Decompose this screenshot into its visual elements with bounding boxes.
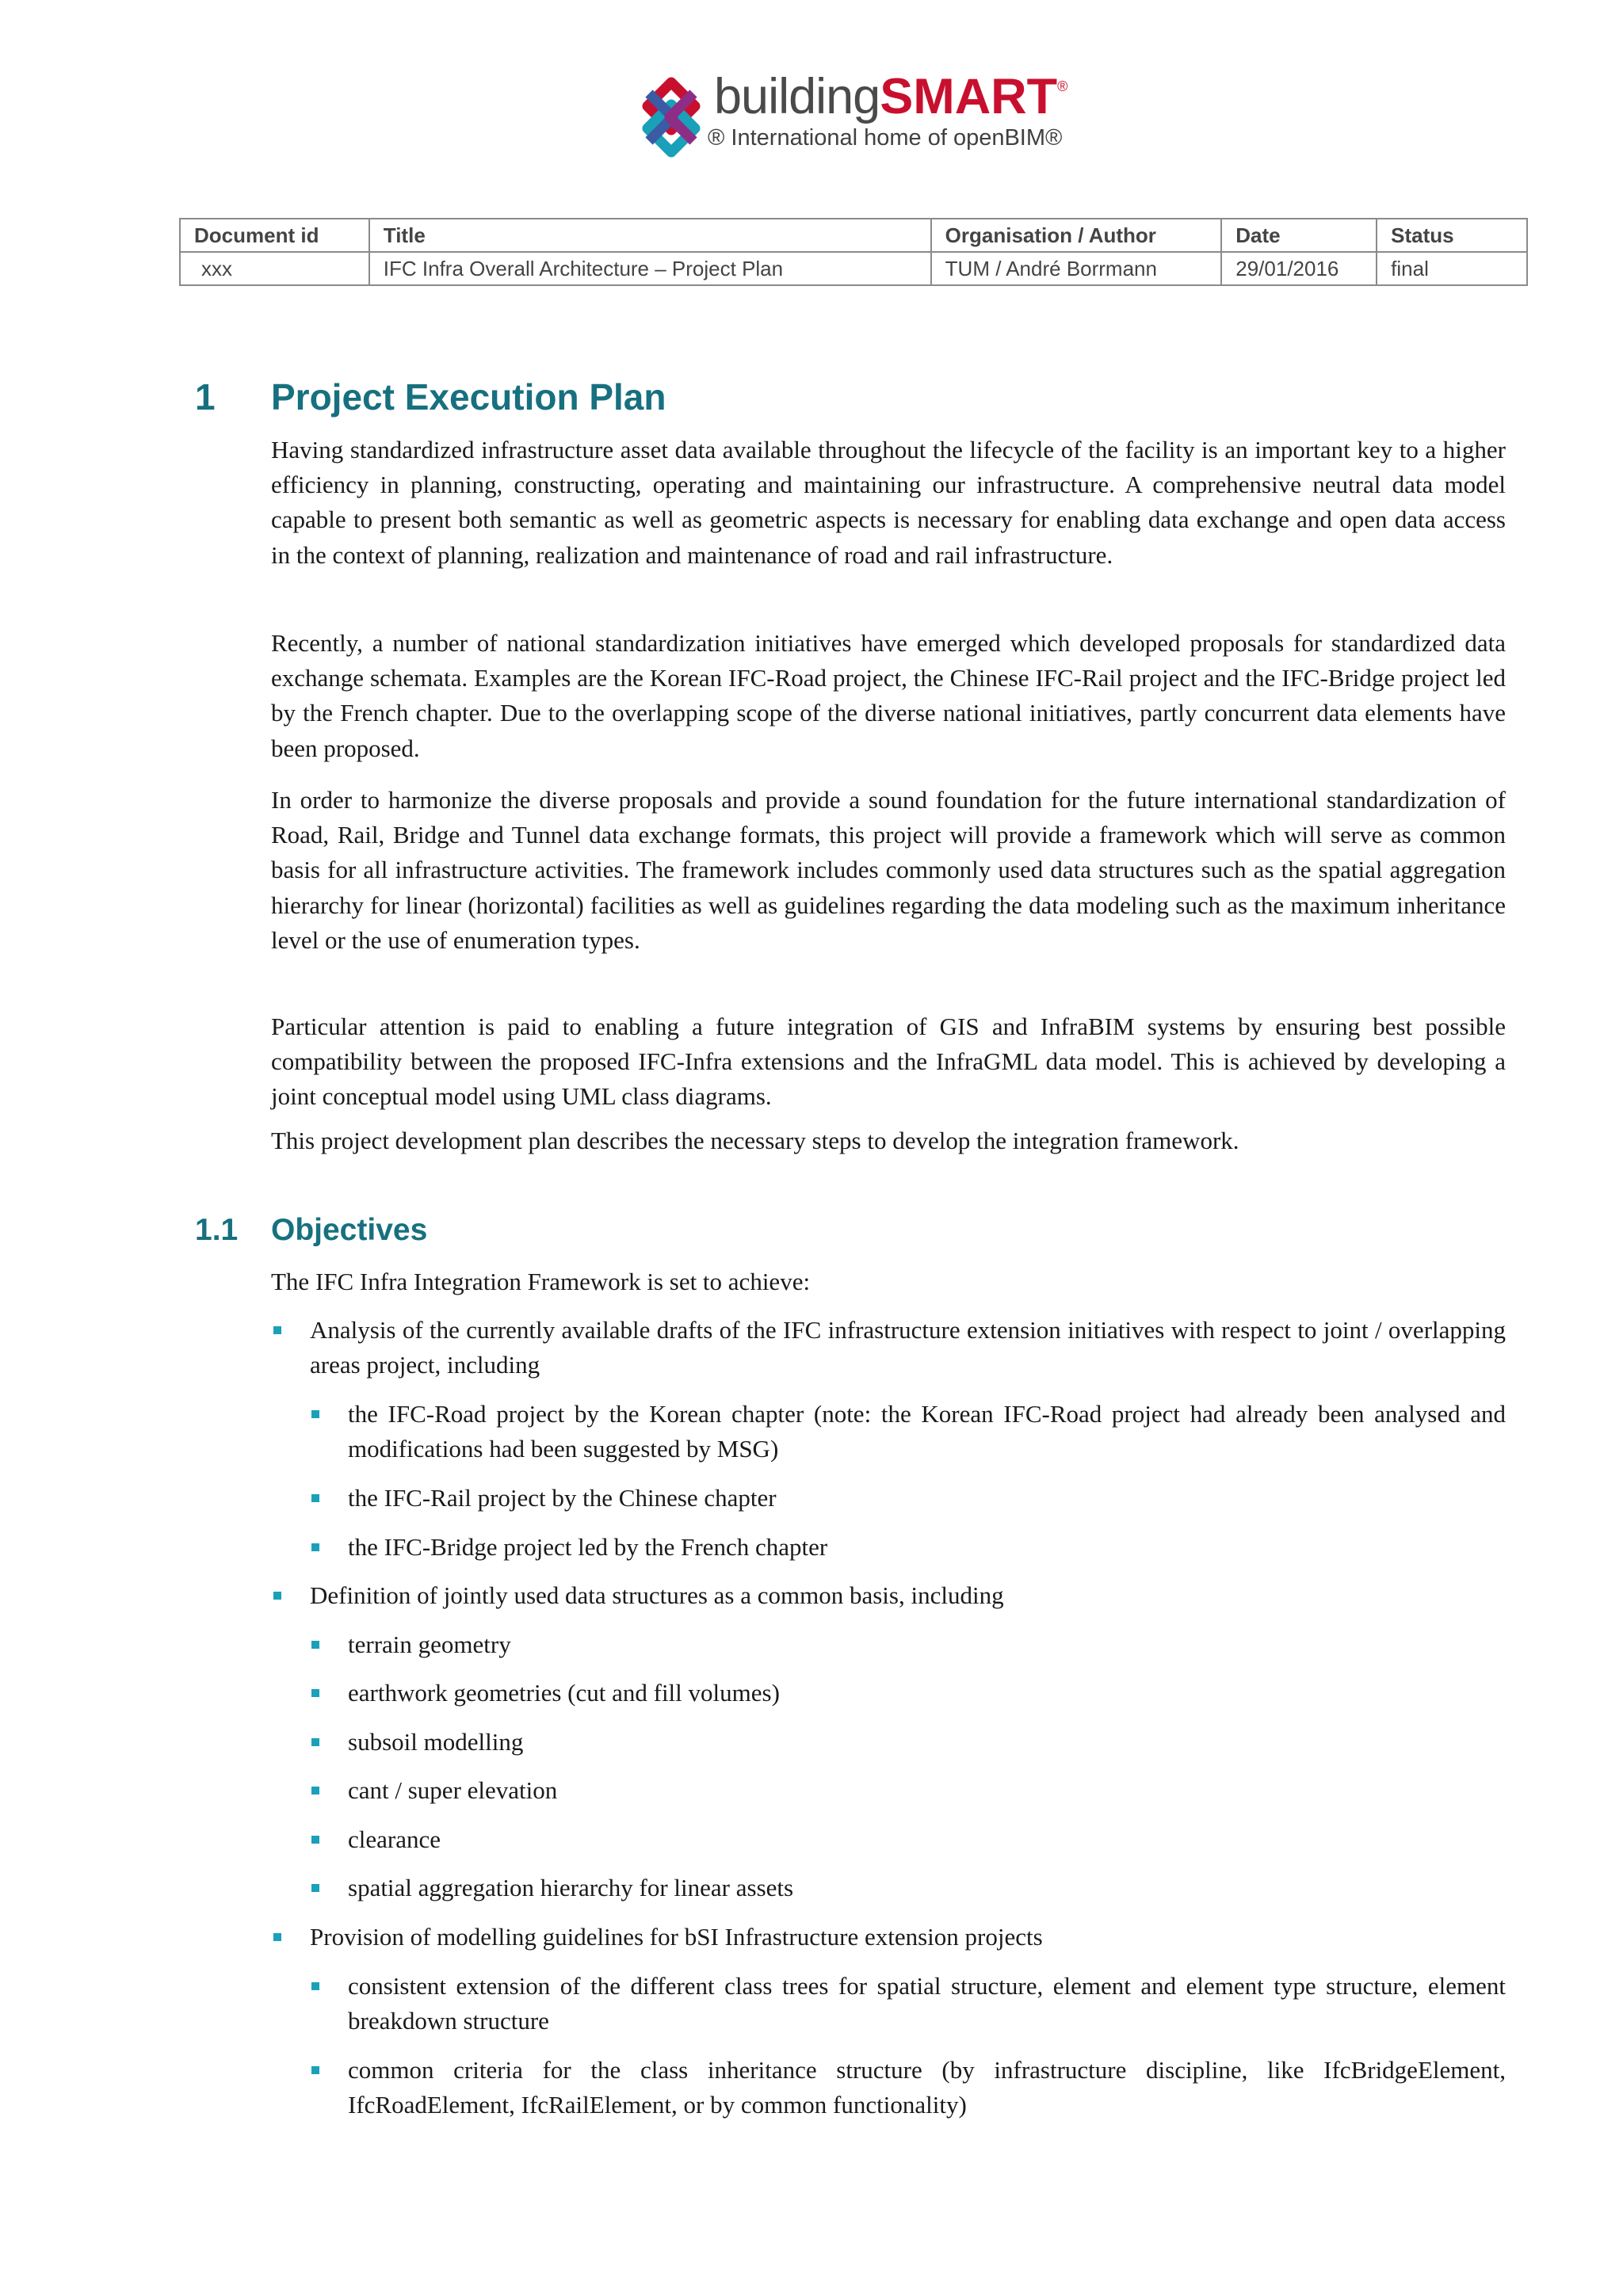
sub-list-item: the IFC-Rail project by the Chinese chapter bbox=[348, 1481, 1506, 1516]
sub-list-item: terrain geometry bbox=[348, 1627, 1506, 1662]
sub-list-item: consistent extension of the different class trees for spatial structure, element and element type structure, element breakdown structure bbox=[348, 1969, 1506, 2039]
bullet-icon bbox=[311, 2066, 319, 2074]
bullet-icon bbox=[311, 1689, 319, 1697]
sub-list-item: common criteria for the class inheritance structure (by infrastructure discipline, like IfcBridgeElement, IfcRoadElement, IfcRailElement, or by common functionality) bbox=[348, 2053, 1506, 2122]
bullet-icon bbox=[311, 1738, 319, 1746]
header-title: Title bbox=[369, 219, 931, 252]
logo bbox=[632, 69, 1075, 162]
value-status: final bbox=[1377, 252, 1527, 285]
header-organisation-author: Organisation / Author bbox=[931, 219, 1222, 252]
subsection-number: 1.1 bbox=[195, 1213, 239, 1247]
sub-list-item: the IFC-Road project by the Korean chapter (note: the Korean IFC-Road project had already been analysed and modifications had been suggested by MSG) bbox=[348, 1397, 1506, 1466]
header-document-id: Document id bbox=[180, 219, 369, 252]
bullet-icon bbox=[311, 1543, 319, 1551]
metadata-header-row bbox=[180, 219, 1527, 252]
bullet-icon bbox=[311, 1494, 319, 1502]
buildingsmart-logo-icon bbox=[632, 76, 711, 158]
logo-wordmark: buildingSMART® bbox=[714, 69, 1067, 124]
bullet-icon bbox=[273, 1592, 281, 1600]
metadata-value-row bbox=[180, 252, 1527, 285]
paragraph: Particular attention is paid to enabling a future integration of GIS and InfraBIM systems by ensuring best possible compatibility between the proposed IFC-Infra extensions and the InfraGML data model. This is achieved by developing a joint conceptual model using UML class diagrams. bbox=[271, 1013, 1506, 1111]
objectives-intro: The IFC Infra Integration Framework is set to achieve: bbox=[271, 1268, 811, 1295]
list-item: Provision of modelling guidelines for bSI Infrastructure extension projects bbox=[310, 1920, 1506, 1955]
sub-list-item: cant / super elevation bbox=[348, 1773, 1506, 1808]
paragraph: In order to harmonize the diverse proposals and provide a sound foundation for the future international standardization of Road, Rail, Bridge and Tunnel data exchange formats, this project will provide a framework which will serve as common basis for all infrastructure activities. The framework includes commonly used data structures such as the spatial aggregation hierarchy for linear (horizontal) facilities as well as guidelines regarding the data modeling such as the maximum inheritance level or the use of enumeration types. bbox=[271, 786, 1506, 954]
bullet-icon bbox=[311, 1982, 319, 1990]
section-title: Project Execution Plan bbox=[271, 376, 666, 418]
paragraph: Having standardized infrastructure asset data available throughout the lifecycle of the facility is an important key to a higher efficiency in planning, constructing, operating and maintaining our infrastructure. A comprehensive neutral data model capable to present both semantic as well as geometric aspects is necessary for enabling data exchange and open data access in the context of planning, realization and maintenance of road and rail infrastructure. bbox=[271, 436, 1506, 569]
sub-list-item: spatial aggregation hierarchy for linear assets bbox=[348, 1871, 1506, 1905]
list-item: Definition of jointly used data structures as a common basis, including bbox=[310, 1578, 1506, 1613]
sub-list-item: subsoil modelling bbox=[348, 1725, 1506, 1760]
bullet-icon bbox=[273, 1933, 281, 1941]
value-organisation-author: TUM / André Borrmann bbox=[931, 252, 1222, 285]
value-date: 29/01/2016 bbox=[1221, 252, 1377, 285]
list-item: Analysis of the currently available drafts of the IFC infrastructure extension initiatives with respect to joint / overlapping areas project, including bbox=[310, 1313, 1506, 1383]
bullet-icon bbox=[311, 1641, 319, 1649]
section-number: 1 bbox=[195, 376, 216, 418]
value-title: IFC Infra Overall Architecture – Project Plan bbox=[369, 252, 931, 285]
header-date: Date bbox=[1221, 219, 1377, 252]
bullet-icon bbox=[273, 1326, 281, 1334]
bullet-icon bbox=[311, 1410, 319, 1418]
subsection-title: Objectives bbox=[271, 1213, 428, 1247]
sub-list-item: earthwork geometries (cut and fill volumes) bbox=[348, 1676, 1506, 1711]
bullet-icon bbox=[311, 1836, 319, 1844]
header-status: Status bbox=[1377, 219, 1527, 252]
bullet-icon bbox=[311, 1884, 319, 1892]
logo-tagline: ® International home of openBIM® bbox=[708, 125, 1063, 151]
value-document-id: xxx bbox=[180, 252, 369, 285]
sub-list-item: the IFC-Bridge project led by the French chapter bbox=[348, 1530, 1506, 1565]
bullet-icon bbox=[311, 1787, 319, 1794]
paragraph: This project development plan describes the necessary steps to develop the integration framework. bbox=[271, 1127, 1239, 1154]
paragraph: Recently, a number of national standardization initiatives have emerged which developed proposals for standardized data exchange schemata. Examples are the Korean IFC-Road project, the Chinese IFC-Rail project and the IFC-Bridge project led by the French chapter. Due to the overlapping scope of the diverse national initiatives, partly concurrent data elements have been proposed. bbox=[271, 629, 1506, 762]
sub-list-item: clearance bbox=[348, 1822, 1506, 1857]
document-metadata-table bbox=[179, 218, 1528, 286]
